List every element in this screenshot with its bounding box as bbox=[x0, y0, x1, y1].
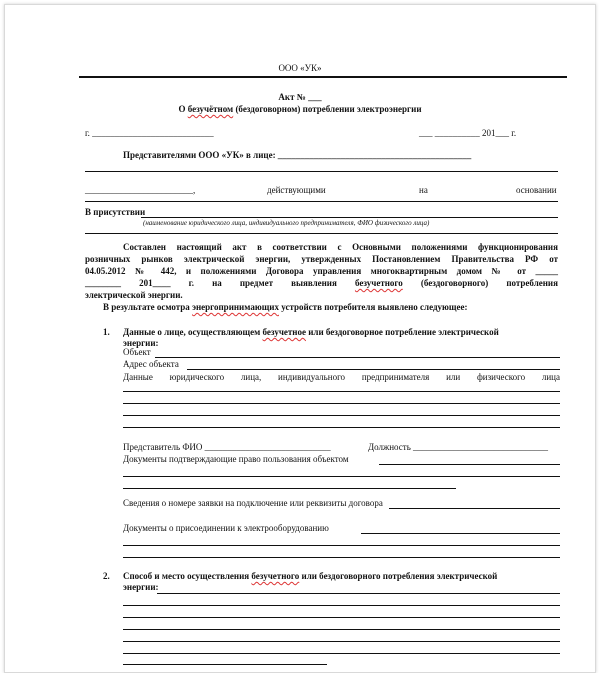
blank-line bbox=[123, 641, 560, 642]
present-label: В присутствии bbox=[85, 207, 146, 217]
blank-line bbox=[85, 201, 558, 202]
application-label: Сведения о номере заявки на подключение или реквизиты договора bbox=[123, 498, 383, 508]
section2-number: 2. bbox=[103, 571, 110, 581]
section1-title: Данные о лице, осуществляющем безучетное или бездоговорное потребление электрической bbox=[123, 327, 499, 337]
rep-fio-label: Представитель ФИО ____________________________ bbox=[123, 442, 331, 452]
act-number: Акт № ___ bbox=[278, 92, 322, 102]
blank-line bbox=[123, 403, 560, 404]
blank-line bbox=[123, 629, 560, 630]
para1-line1: Составлен настоящий акт в соответствии с Основными положениями функционирования bbox=[123, 242, 558, 252]
date-field: ___ __________ 201___ г. bbox=[419, 128, 517, 138]
blank-line bbox=[123, 664, 327, 665]
legal-data-label: Данные юридического лица, индивидуального предпринимателя или физического лица bbox=[123, 372, 560, 382]
address-line bbox=[187, 369, 560, 370]
document-page bbox=[4, 4, 596, 673]
docs-right-line bbox=[379, 464, 560, 465]
para2: В результате осмотра энергопринимающих устройств потребителя выявлено следующее: bbox=[103, 302, 468, 312]
blank-line bbox=[123, 391, 560, 392]
acting-basis: основании bbox=[516, 185, 557, 195]
present-note: (наименование юридического лица, индивидуального предпринимателя, ФИО физического лица) bbox=[143, 219, 430, 227]
blank-line bbox=[123, 488, 456, 489]
blank-line bbox=[85, 233, 558, 234]
object-label: Объект bbox=[123, 347, 151, 357]
blank-line bbox=[123, 653, 560, 654]
header-rule bbox=[79, 76, 567, 78]
section1-title-line2: энергии: bbox=[123, 338, 159, 348]
address-label: Адрес объекта bbox=[123, 359, 179, 369]
org-name: ООО «УК» bbox=[278, 63, 322, 73]
section1-number: 1. bbox=[103, 327, 110, 337]
blank-line bbox=[123, 427, 560, 428]
blank-line bbox=[123, 545, 560, 546]
act-title: О безучётном (бездоговорном) потреблении электроэнергии bbox=[178, 104, 422, 114]
blank-line bbox=[157, 593, 560, 594]
para1-line4: ________ 201____ г. на предмет выявления безучетного (бездоговорного) потребления bbox=[85, 278, 558, 288]
application-line bbox=[389, 508, 560, 509]
blank-line bbox=[123, 617, 560, 618]
representatives-label: Представителями ООО «УК» в лице: ___________________________________________ bbox=[123, 150, 472, 160]
blank-line bbox=[85, 171, 558, 172]
blank-line bbox=[141, 217, 558, 218]
blank-line bbox=[123, 605, 560, 606]
blank-line bbox=[123, 415, 560, 416]
object-line bbox=[155, 357, 560, 358]
acting-on: на bbox=[419, 185, 428, 195]
docs-right-label: Документы подтверждающие право пользования объектом bbox=[123, 454, 349, 464]
section2-title-line2: энергии: bbox=[123, 582, 159, 592]
acting-word: действующими bbox=[267, 185, 326, 195]
acting-blank: ________________________, bbox=[85, 185, 196, 195]
position-label: Должность ______________________________ bbox=[368, 442, 549, 452]
blank-line bbox=[123, 557, 560, 558]
para1-line2: розничных рынков электрической энергии, утвержденных Постановлением Правительства РФ от bbox=[85, 254, 558, 264]
city-field: г. ___________________________ bbox=[85, 128, 214, 138]
connection-docs-line bbox=[361, 533, 560, 534]
blank-line bbox=[123, 476, 560, 477]
connection-docs-label: Документы о присоединении к электрооборудованию bbox=[123, 523, 329, 533]
para1-line5: электрической энергии. bbox=[85, 290, 183, 300]
para1-line3: 04.05.2012 № 442, и положениями Договора управления многоквартирным домом № от _____ bbox=[85, 266, 558, 276]
section2-title: Способ и место осуществления безучетного или бездоговорного потребления электрической bbox=[123, 571, 498, 581]
